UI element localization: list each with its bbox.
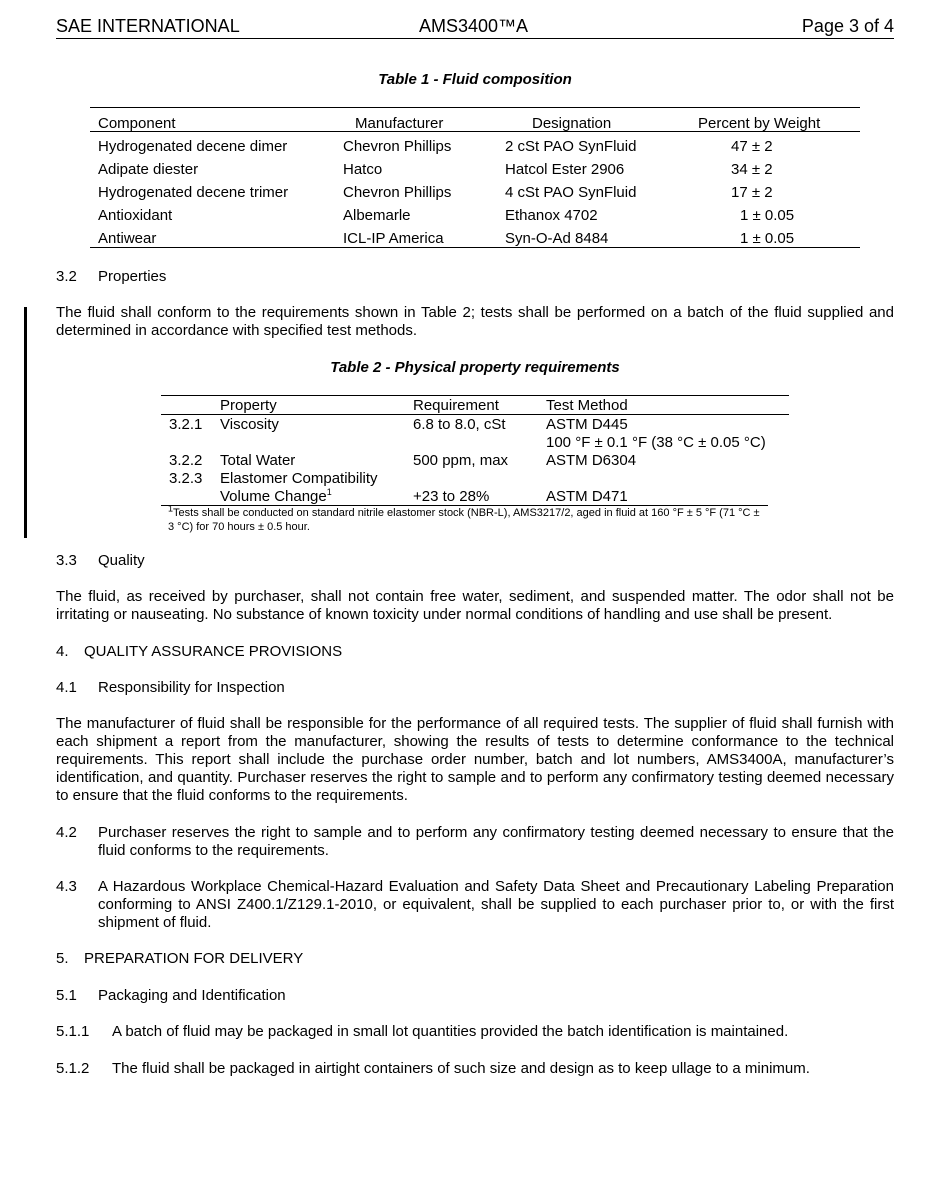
table-row [161,469,789,487]
cell-manufacturer: Chevron Phillips [343,138,452,155]
section-number: 4.1 [56,679,77,696]
cell-property [220,488,332,505]
section-4-2 [56,824,894,860]
cell-designation: 2 cSt PAO SynFluid [505,138,637,155]
section-heading-4-1 [56,679,894,697]
table-row [90,178,860,201]
column-header: Test Method [546,397,628,414]
cell-test-method: ASTM D6304 [546,452,637,469]
publisher-name: SAE INTERNATIONAL [56,16,240,36]
column-header: Manufacturer [355,115,444,132]
column-header: Percent by Weight [698,115,821,132]
section-number: 4.3 [56,878,77,895]
section-title: Responsibility for Inspection [98,679,285,696]
section-heading-5 [56,950,894,968]
cell-percent: 1 ± 0.05 [740,207,795,224]
cell-component: Adipate diester [98,161,199,178]
section-title: PREPARATION FOR DELIVERY [84,950,304,967]
quality-paragraph: The fluid, as received by purchaser, shall not contain free water, sediment, and suspended matter. The odor shall not be irritating or nauseating. No substance of known toxicity under normal conditions of handling and use shall be present. [56,588,894,623]
cell-number: 3.2.2 [169,452,203,469]
section-paragraph: A batch of fluid may be packaged in small lot quantities provided the batch identification is maintained. [112,1023,789,1040]
section-number: 5.1 [56,987,77,1004]
table-row [161,433,789,451]
cell-manufacturer: Albemarle [343,207,411,224]
cell-component: Antioxidant [98,207,173,224]
cell-percent: 34 ± 2 [731,161,773,178]
section-title: Quality [98,552,145,569]
properties-paragraph: The fluid shall conform to the requirements shown in Table 2; tests shall be performed on a batch of the fluid supplied and determined in accordance with specified test methods. [56,304,894,339]
cell-component: Hydrogenated decene trimer [98,184,289,201]
cell-property: Viscosity [220,416,279,433]
cell-component: Hydrogenated decene dimer [98,138,288,155]
section-number: 5.1.2 [56,1060,90,1077]
page-number: Page 3 of 4 [801,16,894,36]
cell-percent: 47 ± 2 [731,138,773,155]
column-header: Property [220,397,277,414]
table1-caption: Table 1 - Fluid composition [378,71,572,88]
cell-test-method: ASTM D471 [546,488,628,505]
section-4-3 [56,878,894,932]
cell-manufacturer: Chevron Phillips [343,184,452,201]
revision-change-bar [24,307,27,538]
section-number: 3.2 [56,268,77,285]
cell-requirement: +23 to 28% [413,488,490,505]
cell-component: Antiwear [98,230,157,247]
property-text: Volume Change [220,488,327,505]
fluid-composition-table [90,107,860,248]
cell-property: Total Water [220,452,296,469]
cell-number: 3.2.3 [169,470,203,487]
cell-designation: Syn-O-Ad 8484 [505,230,609,247]
table-row [90,201,860,224]
column-header: Designation [532,115,612,132]
cell-requirement: 6.8 to 8.0, cSt [413,416,506,433]
table-row [90,224,860,248]
section-number: 5.1.1 [56,1023,90,1040]
cell-number: 3.2.1 [169,416,203,433]
cell-manufacturer: ICL-IP America [343,230,444,247]
column-header: Requirement [413,397,499,414]
section-title: Packaging and Identification [98,987,286,1004]
cell-requirement: 500 ppm, max [413,452,509,469]
section-heading-3-3 [56,552,894,570]
footnote-marker: 1 [168,503,174,514]
section-heading-4 [56,643,894,661]
section-title: QUALITY ASSURANCE PROVISIONS [84,643,343,660]
page-header [56,16,894,39]
physical-property-table [161,395,789,534]
table-row [90,155,860,178]
cell-percent: 17 ± 2 [731,184,773,201]
cell-test-method: 100 °F ± 0.1 °F (38 °C ± 0.05 °C) [546,434,766,451]
document-number: AMS3400™A [419,16,529,36]
table-row [161,487,789,505]
section-heading-3-2 [56,268,894,286]
footnote-text: Tests shall be conducted on standard nitrile elastomer stock (NBR-L), AMS3217/2, aged in fluid at 160 °F ± 5 °F (71 °C ± 3 °C) for 70 hours ± 0.5 hour. [168,507,760,533]
cell-percent: 1 ± 0.05 [740,230,795,247]
cell-designation: Ethanox 4702 [505,207,598,224]
inspection-paragraph: The manufacturer of fluid shall be responsible for the performance of all required tests. The supplier of fluid shall furnish with each shipment a report from the manufacturer, showing the results of tests to determine conformance to the technical requirements. This report shall include the purchase order number, batch and lot numbers, AMS3400A, manufacturer’s identification, and quantity. Purchaser reserves the right to sample and to perform any confirmatory testing deemed necessary to ensure that the fluid conforms to the requirements. [56,715,894,804]
table-header-row [90,108,860,132]
table-footnote [161,505,768,534]
section-5-1-1 [56,1023,894,1041]
section-paragraph: The fluid shall be packaged in airtight containers of such size and design as to keep ullage to a minimum. [112,1060,810,1077]
cell-designation: 4 cSt PAO SynFluid [505,184,637,201]
cell-test-method: ASTM D445 [546,416,628,433]
column-header: Component [98,115,176,132]
cell-manufacturer: Hatco [343,161,383,178]
table-row [161,415,789,433]
section-number: 3.3 [56,552,77,569]
table-header-row [161,396,789,415]
section-number: 5. [56,950,69,967]
section-number: 4. [56,643,69,660]
section-heading-5-1 [56,987,894,1005]
footnote-marker: 1 [326,487,332,497]
cell-property: Elastomer Compatibility [220,470,378,487]
section-title: Properties [98,268,167,285]
cell-designation: Hatcol Ester 2906 [505,161,625,178]
table-row [90,132,860,155]
section-paragraph: A Hazardous Workplace Chemical-Hazard Evaluation and Safety Data Sheet and Precautionary Labeling Preparation conforming to ANSI Z400.1/Z129.1-2010, or equivalent, shall be supplied to each purchaser prior to, or with the first shipment of fluid. [98,878,894,931]
table2-caption: Table 2 - Physical property requirements [330,359,620,376]
section-5-1-2 [56,1060,894,1078]
table-row [161,451,789,469]
section-number: 4.2 [56,824,77,841]
section-paragraph: Purchaser reserves the right to sample and to perform any confirmatory testing deemed necessary to ensure that the fluid conforms to the requirements. [98,824,894,859]
